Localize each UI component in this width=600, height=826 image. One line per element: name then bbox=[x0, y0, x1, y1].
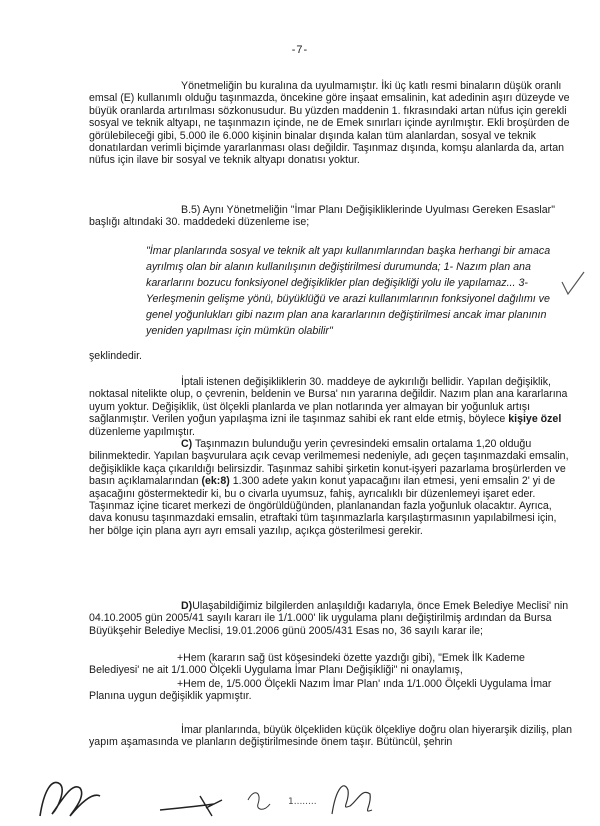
paragraph-seklindedir bbox=[89, 350, 572, 362]
text-run: Taşınmazın bulunduğu yerin çevresindeki emsalin ortalama 1,20 olduğu bilinmektedir. Yapılan başvurulara açık cevap verilmemesi nedeniyle, adı geçen taşınmazdaki emsalin, değişiklikle kaça çıkarıldığı belirsizdir. Taşınmaz sahibi şirketin konut-işyeri pazarlama broşürlerden ve basın açıklamalarından bbox=[89, 438, 569, 488]
signature-3 bbox=[248, 793, 270, 810]
paragraph-text bbox=[89, 438, 572, 537]
signature-4 bbox=[332, 786, 372, 814]
paragraph-text: İmar planlarında, büyük ölçekliden küçük ölçekliye doğru olan hiyerarşik diziliş, plan yapım aşamasında ve planların değiştirilmesinde önem taşır. Bütüncül, şehrin bbox=[89, 724, 572, 749]
section-label: C) bbox=[181, 438, 193, 450]
text-run: İptali istenen değişikliklerin 30. maddeye de aykırılığı bellidir. Yapılan değişiklik, noktasal nitelikte olup, o çevrenin, beldenin ve Bursa' nın yararına değildir. Nazım plan ana kararlarına uyum yoktur. Değişiklik, üst ölçekli planlarda ve plan notlarında yer almayan bir yoğunluk artışı sağlanmıştır. Verilen yoğun yapılaşma izni ile taşınmaz sahibi ek rant elde etmiş, böylece bbox=[89, 376, 568, 426]
bold-text: kişiye özel bbox=[508, 413, 562, 426]
paragraph-d bbox=[89, 600, 572, 637]
signatures-area bbox=[0, 770, 600, 826]
paragraph-text: şeklindedir. bbox=[89, 350, 142, 362]
signature-dots: 1........ bbox=[288, 797, 317, 807]
paragraph-yonetmelik bbox=[89, 80, 572, 167]
signature-2 bbox=[160, 796, 222, 816]
text-run: düzenleme yapılmıştır. bbox=[89, 425, 195, 438]
text-run: Ulaşabildiğimiz bilgilerden anlaşıldığı kadarıyla, önce Emek Belediye Meclisi' nin 04.10.2005 gün 2005/41 sayılı kararı ile 1/1.000' lik uygulama planı değiştirilmiş ardından da Bursa Büyükşehir Belediye Meclisi, 19.01.2006 günü 2005/431 Esas no, 36 sayılı karar ile; bbox=[89, 600, 569, 637]
page-number: -7- bbox=[291, 44, 309, 56]
margin-check-mark bbox=[558, 270, 588, 300]
text-run: 1.300 adete yakın konut yapacağını ilan etmesi, yeni emsalin 2' yi de aşacağını göstermektedir ki, bu o civarla uyumsuz, fahiş, ayrıcalıklı bir düzenlemeyi işaret eder. Taşınmaz içine ticaret merkezi de öngörüldüğünden, planlanandan fazla yoğunluk olacaktır. Ayrıca, dava konusu taşınmazdaki emsalin, etraftaki tüm taşınmazlarla karşılaştırmasının yapılabilmesi için, her bölge için plana ayrı ayrı emsali yazılıp, açıkça gösterilmesi gerekir. bbox=[89, 475, 557, 537]
paragraph-hem-2 bbox=[89, 678, 572, 703]
paragraph-last bbox=[89, 724, 572, 749]
paragraph-iptal bbox=[89, 376, 572, 438]
paragraph-text: +Hem de, 1/5.000 Ölçekli Nazım İmar Plan' ında 1/1.000 Ölçekli Uygulama İmar Planına uygun değişiklik yapmıştır. bbox=[89, 678, 552, 703]
paragraph-b5 bbox=[89, 204, 572, 229]
quoted-regulation bbox=[146, 243, 556, 339]
paragraph-text: Yönetmeliğin bu kuralına da uyulmamıştır. İki üç katlı resmi binaların düşük oranlı emsal (E) kullanımlı olduğu taşınmazda, öncekine göre inşaat emsalinin, kat adedinin aşırı düzeyde ve büyük oranlarda artırılması sözkonusudur. Bu yüzden maddenin 1. fıkrasındaki artan nüfus için gerekli sosyal ve teknik altyapı, ne taşınmazın içinde, ne de Emek sınırları içinde ayrılmıştır. Ekli broşürden de görülebileceği gibi, 5.000 ile 6.000 kişinin binalar dışında kalan tüm alanlardan, sosyal ve teknik donatılardan verimli biçimde yararlanması olası değildir. Taşınmaz dışında, komşu alanlarda da, artan nüfus için ilave bir sosyal ve teknik altyapı donatısı yoktur. bbox=[89, 80, 570, 167]
bold-text: (ek:8) bbox=[201, 475, 230, 488]
paragraph-c bbox=[89, 438, 572, 537]
paragraph-hem-1 bbox=[89, 652, 572, 677]
paragraph-text bbox=[89, 600, 572, 637]
paragraph-text: +Hem (kararın sağ üst köşesindeki özette yazdığı gibi), "Emek İlk Kademe Belediyesi' ne ait 1/1.000 Ölçekli Uygulama İmar Planı Değişikliği" ni onaylamış, bbox=[89, 652, 525, 677]
paragraph-text: B.5) Aynı Yönetmeliğin "İmar Planı Değişikliklerinde Uyulması Gereken Esaslar" başlığı altındaki 30. maddedeki düzenleme ise; bbox=[89, 204, 555, 229]
paragraph-text bbox=[89, 376, 572, 438]
quote-text: "İmar planlarında sosyal ve teknik alt yapı kullanımlarından başka herhangi bir amaca ayrılmış olan bir alanın kullanılışının değiştirilmesi durumunda; 1- Nazım plan ana kararlarını bozucu fonksiyonel değişiklikler plan değişikliği yolu ile yapılamaz... 3- Yerleşmenin gelişme yönü, büyüklüğü ve arazi kullanımlarının fonksiyonel dağılımı ve genel yoğunlukları gibi nazım plan ana kararlarının değiştirilmesi ancak imar planının yeniden yapılması için mümkün olabilir" bbox=[146, 245, 551, 337]
section-label: D) bbox=[181, 600, 193, 612]
signature-1 bbox=[40, 782, 100, 816]
